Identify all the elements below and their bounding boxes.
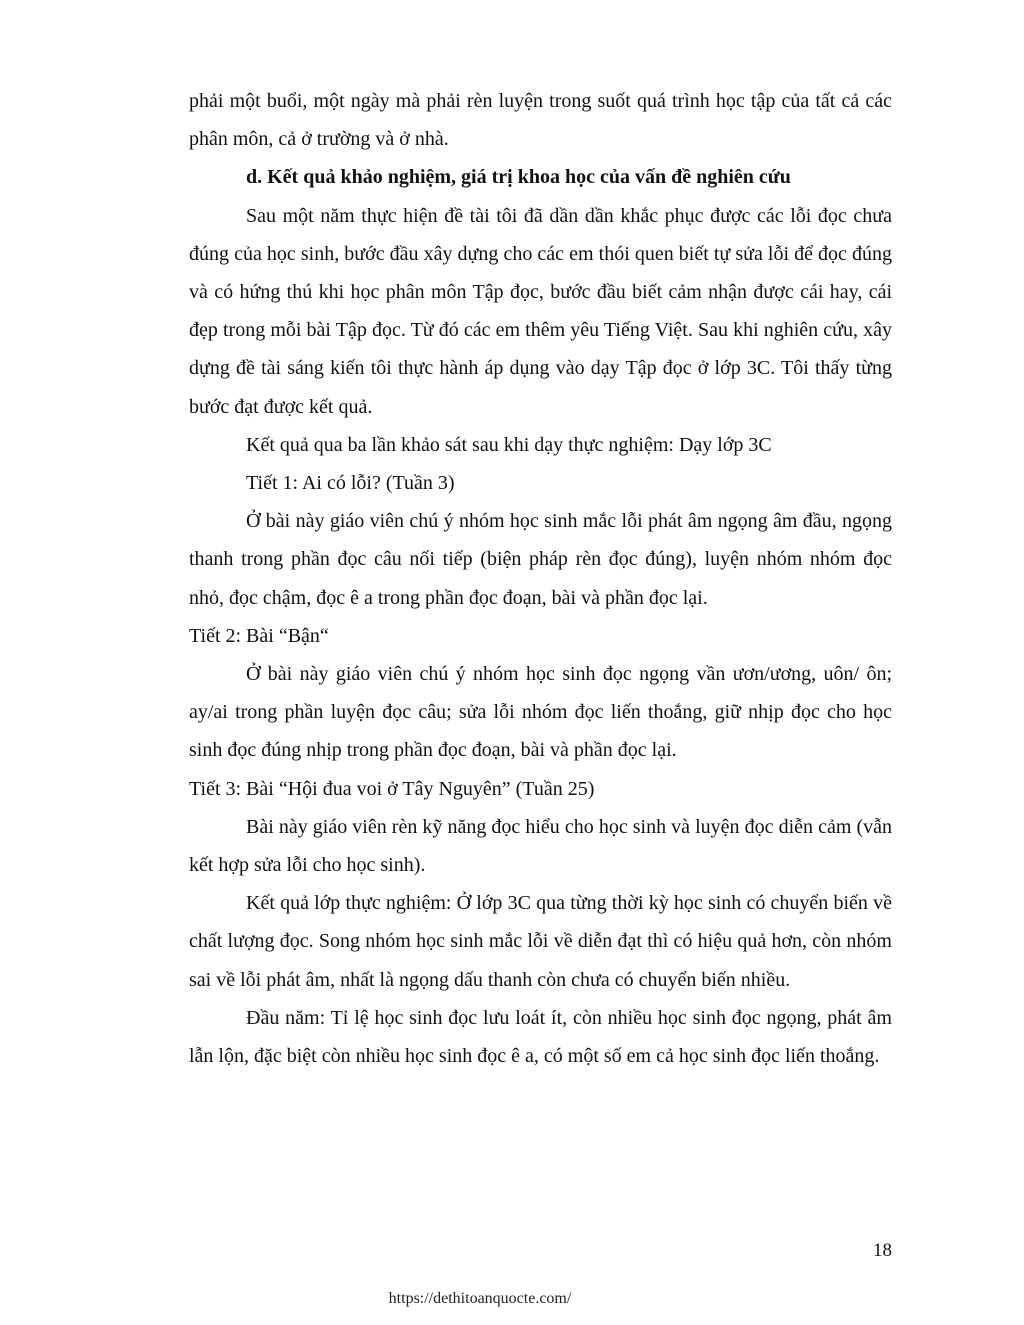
paragraph: Đầu năm: Tỉ lệ học sinh đọc lưu loát ít, còn nhiều học sinh đọc ngọng, phát âm lẫn lộn, đặc biệt còn nhiều học sinh đọc ê a, có một số em cả học sinh đọc liến thoắng. bbox=[189, 1006, 892, 1068]
section-heading: d. Kết quả khảo nghiệm, giá trị khoa học của vấn đề nghiên cứu bbox=[246, 166, 791, 189]
paragraph: Tiết 2: Bài “Bận“ bbox=[189, 624, 329, 647]
paragraph: Kết quả lớp thực nghiệm: Ở lớp 3C qua từng thời kỳ học sinh có chuyển biến về chất lượng đọc. Song nhóm học sinh mắc lỗi về diễn đạt thì có hiệu quả hơn, còn nhóm sai về lỗi phát âm, nhất là ngọng dấu thanh còn chưa có chuyển biến nhiều. bbox=[189, 892, 892, 991]
paragraph: Tiết 1: Ai có lỗi? (Tuần 3) bbox=[246, 472, 455, 495]
paragraph: Tiết 3: Bài “Hội đua voi ở Tây Nguyên” (Tuần 25) bbox=[189, 777, 595, 800]
paragraph: Sau một năm thực hiện đề tài tôi đã dần dần khắc phục được các lỗi đọc chưa đúng của học sinh, bước đầu xây dựng cho các em thói quen biết tự sửa lỗi để đọc đúng và có hứng thú khi học phân môn Tập đọc, bước đầu biết cảm nhận được cái hay, cái đẹp trong mỗi bài Tập đọc. Từ đó các em thêm yêu Tiếng Việt. Sau khi nghiên cứu, xây dựng đề tài sáng kiến tôi thực hành áp dụng vào dạy Tập đọc ở lớp 3C. Tôi thấy từng bước đạt được kết quả. bbox=[189, 204, 892, 418]
footer-url[interactable]: https://dethitoanquocte.com/ bbox=[388, 1290, 572, 1307]
paragraph: Kết quả qua ba lần khảo sát sau khi dạy thực nghiệm: Dạy lớp 3C bbox=[246, 433, 772, 456]
paragraph: Bài này giáo viên rèn kỹ năng đọc hiểu cho học sinh và luyện đọc diễn cảm (vẫn kết hợp sửa lỗi cho học sinh). bbox=[189, 815, 892, 877]
paragraph: Ở bài này giáo viên chú ý nhóm học sinh đọc ngọng vần ươn/ương, uôn/ ôn; ay/ai trong phần luyện đọc câu; sửa lỗi nhóm đọc liến thoắng, giữ nhịp đọc cho học sinh đọc đúng nhịp trong phần đọc đoạn, bài và phần đọc lại. bbox=[189, 663, 892, 762]
page-number: 18 bbox=[873, 1240, 892, 1261]
document-body bbox=[189, 82, 892, 1075]
paragraph: phải một buổi, một ngày mà phải rèn luyện trong suốt quá trình học tập của tất cả các phân môn, cả ở trường và ở nhà. bbox=[189, 90, 892, 151]
paragraph: Ở bài này giáo viên chú ý nhóm học sinh mắc lỗi phát âm ngọng âm đầu, ngọng thanh trong phần đọc câu nối tiếp (biện pháp rèn đọc đúng), luyện nhóm nhóm đọc nhỏ, đọc chậm, đọc ê a trong phần đọc đoạn, bài và phần đọc lại. bbox=[189, 510, 892, 609]
